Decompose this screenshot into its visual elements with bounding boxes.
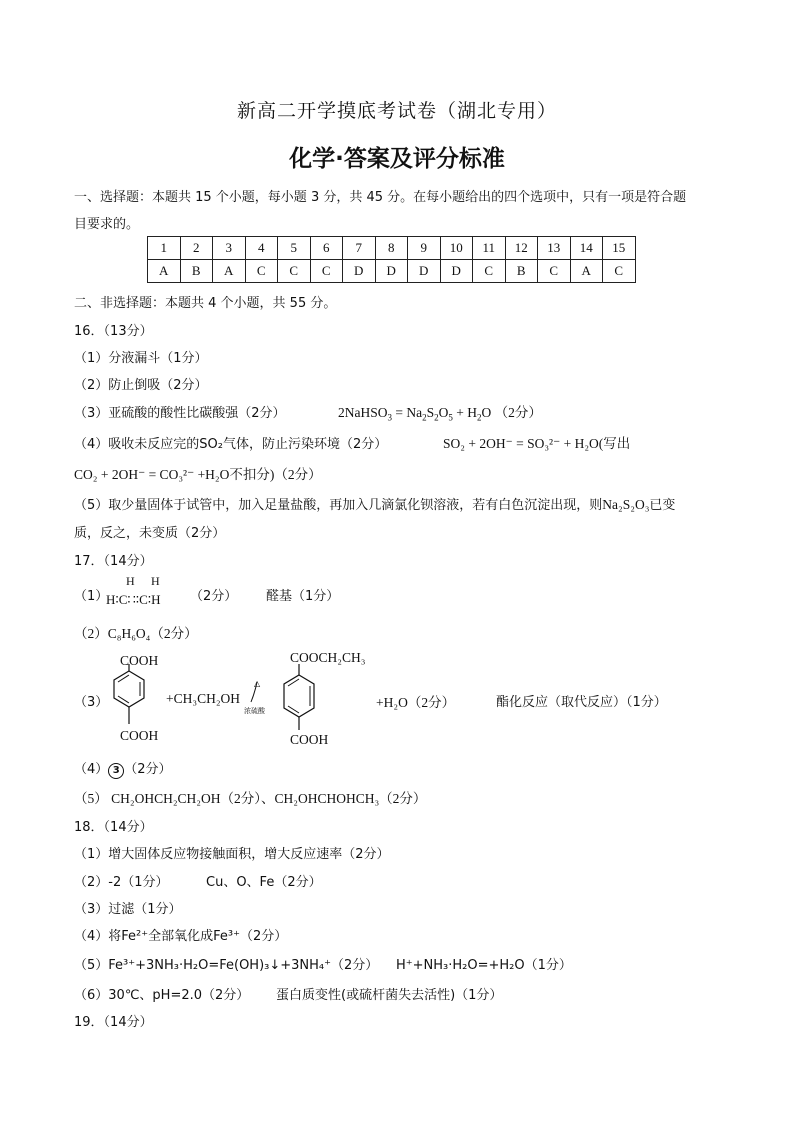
question-number-cell: 6 [310,237,343,260]
q16-part5-line2: 质，反之，未变质（2分） [74,526,226,541]
eq-term: + H [452,405,477,420]
q18-heading: 18．（14分） [74,820,153,835]
answer-cell: D [343,260,376,283]
eq-term: O [438,405,449,420]
q16-part5-line1 [74,494,675,513]
q17-part1-score: （2分） [190,589,238,604]
q16-part2: （2）防止倒吸（2分） [74,378,208,393]
water-product: +H₂O（2分） [376,695,456,710]
q16-part3-equation: 2NaHSO$_3$ = $Na_2S_2O_5 + H_2O$ （2分） [338,405,542,423]
answer-cell: C [538,260,571,283]
q17-part3-label: （3） [74,695,109,710]
q17-part1-label: （1） [74,589,109,604]
question-number-cell: 2 [180,237,213,260]
section1-instructions-line2: 目要求的。 [74,217,140,232]
ester-group-product: COOCH₂CH₃ [290,650,366,665]
cooh-bottom-reactant: COOH [120,728,159,743]
q17-part5: （5） CH₂OHCH₂CH₂OH（2分）、CH₂OHCHOHCH₃（2分） [74,791,427,806]
q16-part3-text: （3）亚硫酸的酸性比碳酸强（2分） [74,406,286,421]
q18-part4: （4）将Fe²⁺全部氧化成Fe³⁺（2分） [74,929,288,944]
question-number-cell: 5 [278,237,311,260]
answer-table [147,236,636,283]
q17-part2: （2）C₈H₆O₄（2分） [74,626,198,641]
q17-part1-answer-b: 醛基（1分） [266,589,340,604]
q17-part4-label: （4） [74,762,109,777]
question-number-cell: 12 [505,237,538,260]
section2-heading: 二、非选择题：本题共 4 个小题，共 55 分。 [74,296,337,311]
question-number-cell: 9 [408,237,441,260]
question-number-cell: 7 [343,237,376,260]
q17-part4-score: （2分） [124,762,172,777]
q16-heading: 16．（13分） [74,324,153,339]
answer-cell: C [278,260,311,283]
answer-cell: C [603,260,636,283]
q17-part3-reaction-type: 酯化反应（取代反应）（1分） [496,695,667,710]
answer-table-number-row [148,237,636,260]
q18-part5-a: （5）Fe³⁺+3NH₃·H₂O=Fe(OH)₃↓+3NH₄⁺（2分） [74,958,379,973]
answer-cell: A [148,260,181,283]
ethyl-terephthalate-structure [284,664,314,730]
answer-cell: C [245,260,278,283]
answer-cell: B [505,260,538,283]
page-subtitle: 化学·答案及评分标准 [289,146,505,172]
electron-formula: H∶C∷∶C∶H [106,592,161,607]
question-number-cell: 15 [603,237,636,260]
answer-cell: C [473,260,506,283]
electron-formula-h-top-left: H [126,574,135,588]
q18-part1: （1）增大固体反应物接触面积，增大反应速率（2分） [74,847,390,862]
question-number-cell: 13 [538,237,571,260]
circled-number-3: 3 [108,763,124,779]
q18-part5-b: H⁺+NH₃·H₂O=+H₂O（1分） [396,958,572,973]
page-title: 新高二开学摸底考试卷（湖北专用） [236,100,557,122]
electron-formula-h-top-right: H [151,574,160,588]
q18-part6-b: 蛋白质变性(或硫杆菌失去活性)（1分） [276,988,503,1003]
eq-term: S [426,405,435,420]
question-number-cell: 8 [375,237,408,260]
cooh-product: COOH [290,732,329,747]
q16-part5-formula: Na₂S₂O₃ [602,497,650,512]
answer-cell: D [408,260,441,283]
question-number-cell: 4 [245,237,278,260]
cooh-top-reactant: COOH [120,653,159,668]
answer-cell: C [310,260,343,283]
answer-cell: A [570,260,603,283]
reaction-condition-catalyst: 浓硫酸 [244,707,265,715]
ethanol-reactant: +CH₃CH₂OH [166,691,241,706]
q16-part5-text: （5）取少量固体于试管中，加入足量盐酸，再加入几滴氯化钡溶液，若有白色沉淀出现，则 [74,498,603,513]
q18-part2-b: Cu、O、Fe（2分） [206,875,322,890]
reaction-condition-heat: △ [254,679,261,688]
q18-part3: （3）过滤（1分） [74,902,182,917]
terephthalic-acid-structure [114,664,144,724]
answer-table-answer-row [148,260,636,283]
question-number-cell: 10 [440,237,473,260]
answer-cell: D [375,260,408,283]
q18-part6-a: （6）30℃、pH=2.0（2分） [74,988,250,1003]
answer-cell: B [180,260,213,283]
q16-part5-text-end: 已变 [649,498,676,513]
question-number-cell: 3 [213,237,246,260]
q16-part4-equation: SO₂ + 2OH⁻ = SO₃²⁻ + H₂O(写出 [443,436,631,451]
q19-heading: 19．（14分） [74,1015,153,1030]
q16-part4-text: （4）吸收未反应完的SO₂气体，防止污染环境（2分） [74,437,388,452]
q16-part1: （1）分液漏斗（1分） [74,351,208,366]
section1-instructions-line1: 一、选择题：本题共 15 个小题，每小题 3 分，共 45 分。在每小题给出的四个选项中，只有一项是符合题 [74,190,687,205]
q17-part4 [74,758,172,779]
question-number-cell: 14 [570,237,603,260]
eq-term: O （2分） [481,405,542,420]
eq-term: = Na [392,405,423,420]
answer-cell: D [440,260,473,283]
q18-part2-a: （2）-2（1分） [74,875,169,890]
answer-cell: A [213,260,246,283]
question-number-cell: 11 [473,237,506,260]
eq-term: 2NaHSO [338,405,388,420]
question-number-cell: 1 [148,237,181,260]
q16-part4-equation-cont: CO₂ + 2OH⁻ = CO₃²⁻ +H₂O不扣分)（2分） [74,467,322,482]
q17-heading: 17．（14分） [74,554,153,569]
